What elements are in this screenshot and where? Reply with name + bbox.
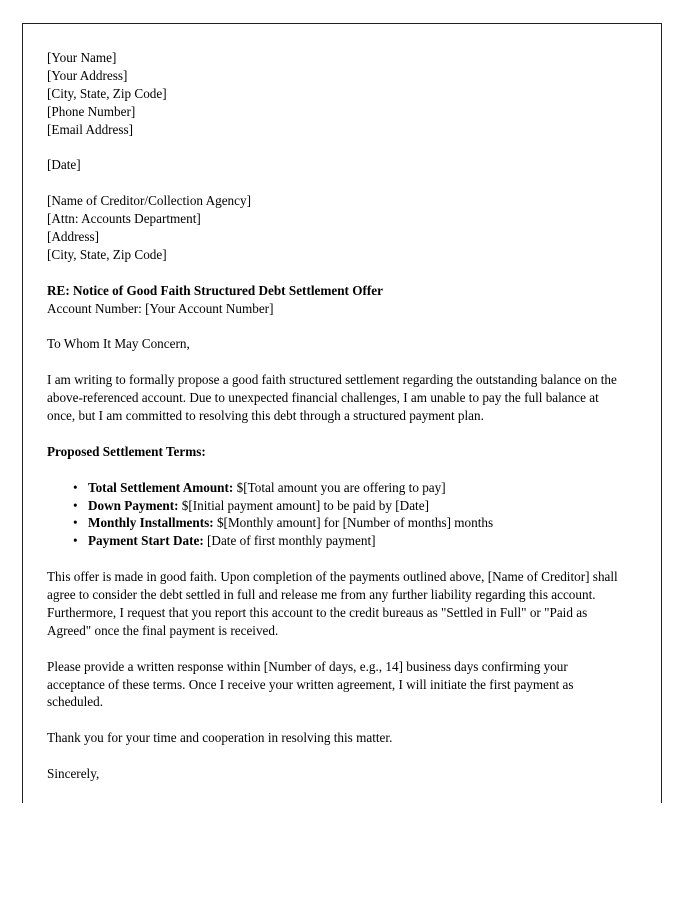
sender-street: [Your Address] [47,67,128,83]
list-item [73,532,625,550]
date-line: [Date] [47,157,81,173]
closing: Sincerely, [47,766,100,782]
term-value: [Date of first monthly payment] [203,533,376,549]
terms-heading: Proposed Settlement Terms: [47,443,206,459]
spacer [47,264,625,282]
list-item [73,479,625,497]
bullet-icon: • [73,497,78,513]
paragraph-good-faith: This offer is made in good faith. Upon completion of the payments outlined above, [Name of Creditor] shall agree to consider the debt settled in full and release me from any further liability regarding this account. Furthermore, I request that you report this account to the credit bureaus as "Settled in Full" or "Paid as Agreed" once the final payment is received. [47,569,618,638]
spacer [47,425,625,443]
spacer [47,711,625,729]
sender-address-block [47,49,625,139]
spacer [47,747,625,765]
term-label: Down Payment: [88,497,179,513]
paragraph-thank-you: Thank you for your time and cooperation in resolving this matter. [47,730,393,746]
subject-block [47,282,625,318]
list-item [73,514,625,532]
list-item [73,497,625,515]
spacer [47,550,625,568]
recipient-street: [Address] [47,229,100,245]
term-value: $[Monthly amount] for [Number of months] months [213,515,494,531]
spacer [47,139,625,157]
term-value: $[Total amount you are offering to pay] [233,479,446,495]
term-value: $[Initial payment amount] to be paid by [Date] [178,497,429,513]
spacer [47,353,625,371]
recipient-city-state-zip: [City, State, Zip Code] [47,246,167,262]
spacer [47,318,625,336]
salutation: To Whom It May Concern, [47,336,190,352]
sender-city-state-zip: [City, State, Zip Code] [47,85,167,101]
term-label: Total Settlement Amount: [88,479,234,495]
recipient-address-block [47,192,625,264]
sender-email: [Email Address] [47,121,134,137]
bullet-icon: • [73,533,78,549]
subject-line: RE: Notice of Good Faith Structured Debt Settlement Offer [47,282,383,298]
account-number-line: Account Number: [Your Account Number] [47,300,274,316]
spacer [47,461,625,479]
term-label: Payment Start Date: [88,533,204,549]
recipient-name: [Name of Creditor/Collection Agency] [47,193,251,209]
settlement-terms-list [47,479,625,551]
bullet-icon: • [73,479,78,495]
term-label: Monthly Installments: [88,515,214,531]
sender-name: [Your Name] [47,50,117,65]
date-block [47,156,625,174]
bullet-icon: • [73,515,78,531]
recipient-attn: [Attn: Accounts Department] [47,211,201,227]
spacer [47,640,625,658]
spacer [47,174,625,192]
paragraph-intro: I am writing to formally propose a good faith structured settlement regarding the outstanding balance on the above-referenced account. Due to unexpected financial challenges, I am unable to pay the full balance at once, but I am committed to resolving this debt through a structured payment plan. [47,372,617,424]
sender-phone: [Phone Number] [47,103,136,119]
paragraph-response-request: Please provide a written response within [Number of days, e.g., 14] business days confirming your acceptance of these terms. Once I receive your written agreement, I will initiate the first payment as scheduled. [47,658,574,710]
letter-body [47,49,625,783]
